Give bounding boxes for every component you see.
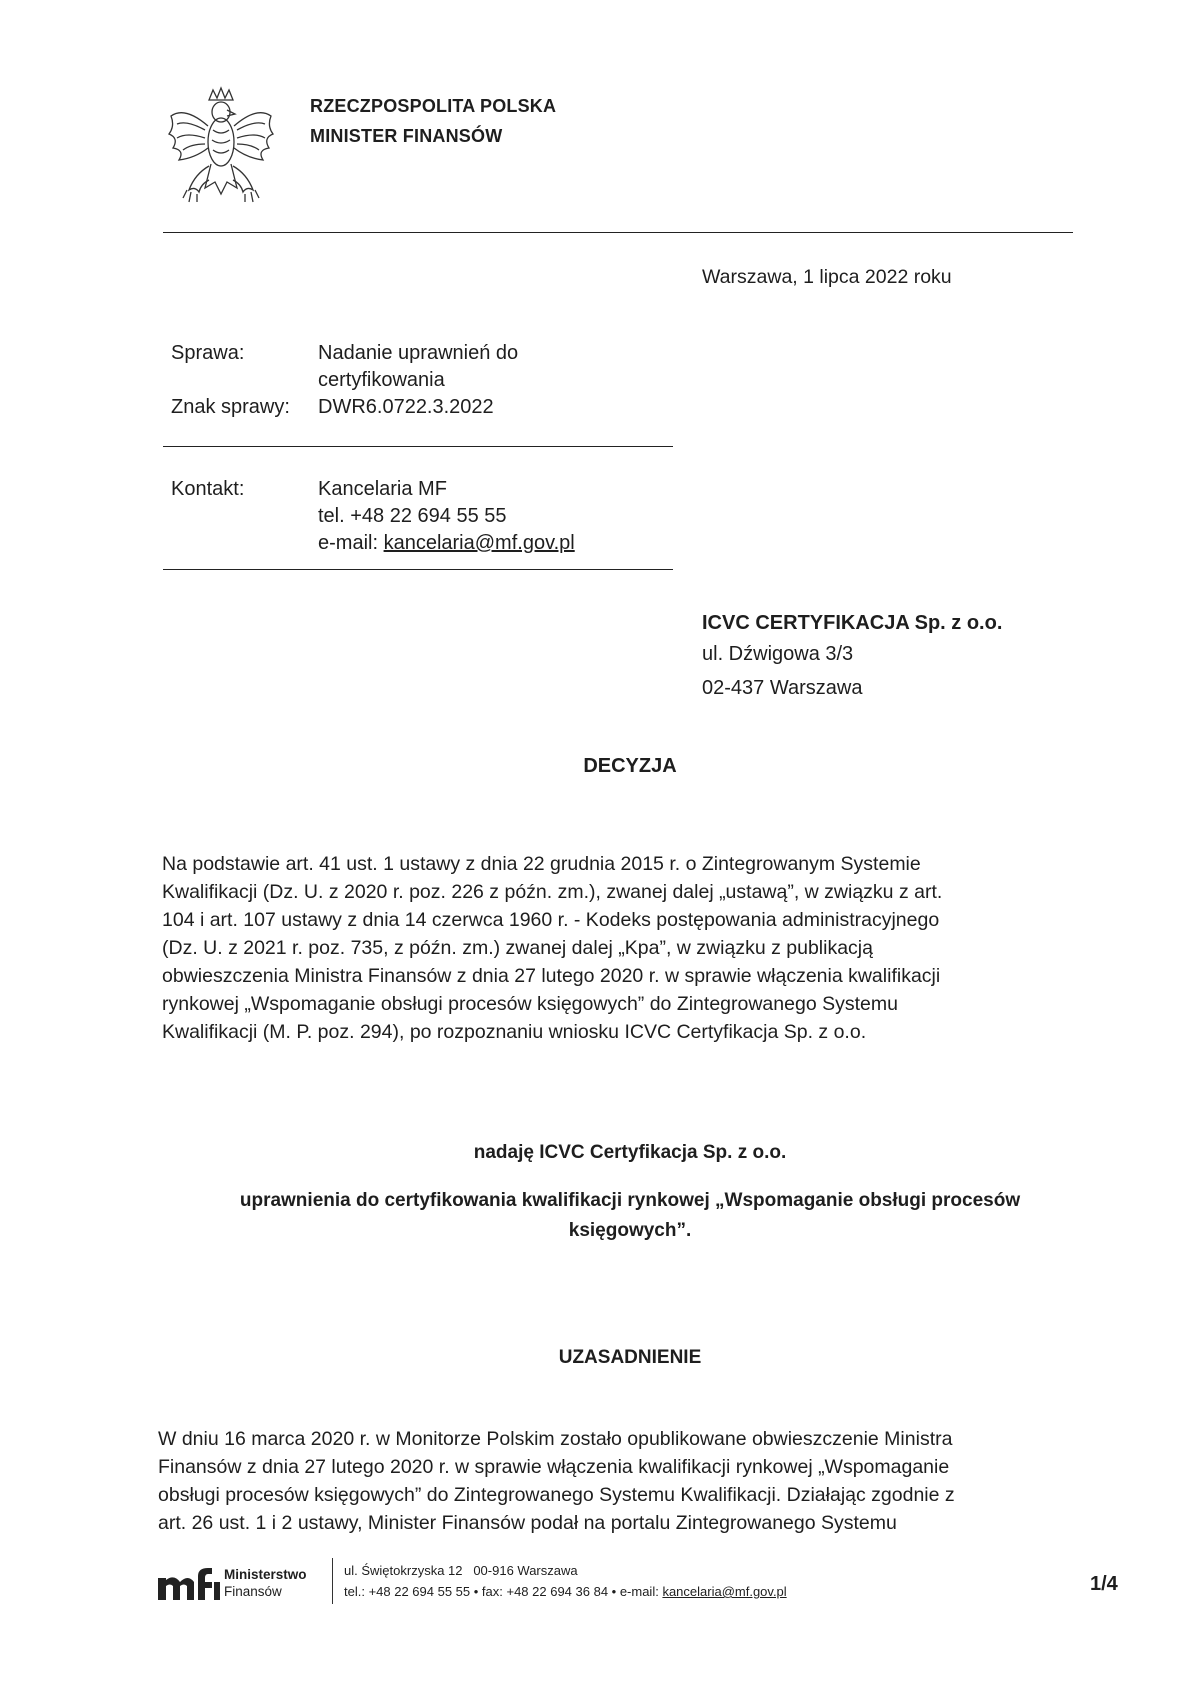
contact-email-link[interactable]: kancelaria@mf.gov.pl — [383, 532, 575, 554]
page-number: 1/4 — [1090, 1573, 1118, 1595]
reference-value: DWR6.0722.3.2022 — [318, 396, 494, 418]
justification-title: UZASADNIENIE — [558, 1347, 702, 1368]
legal-basis-line: obwieszczenia Ministra Finansów z dnia 27 lutego 2020 r. w sprawie włączenia kwalifikacji — [162, 965, 941, 987]
legal-basis-line: Na podstawie art. 41 ust. 1 ustawy z dnia 22 grudnia 2015 r. o Zintegrowanym Systemie — [162, 853, 921, 875]
contact-office: Kancelaria MF — [318, 478, 447, 500]
justification-paragraph — [158, 1425, 1078, 1537]
contact-label: Kontakt: — [171, 478, 245, 500]
footer-logo-line-2: Finansów — [224, 1584, 282, 1599]
legal-basis-line: Kwalifikacji (Dz. U. z 2020 r. poz. 226 z późn. zm.), zwanej dalej „ustawą”, w związku z art. — [162, 881, 943, 903]
mf-logo-icon — [158, 1566, 220, 1602]
grant-line-3: księgowych”. — [568, 1220, 692, 1241]
date-line: Warszawa, 1 lipca 2022 roku — [702, 266, 952, 288]
legal-basis-paragraph — [162, 850, 1082, 1046]
legal-basis-line: 104 i art. 107 ustawy z dnia 14 czerwca 1960 r. - Kodeks postępowania administracyjnego — [162, 909, 940, 931]
justification-line: W dniu 16 marca 2020 r. w Monitorze Polskim zostało opublikowane obwieszczenie Ministra — [158, 1428, 953, 1450]
footer-contact-prefix: tel.: +48 22 694 55 55 • fax: +48 22 694 36 84 • e-mail: — [344, 1584, 663, 1599]
subject-label: Sprawa: — [171, 342, 245, 364]
justification-line: Finansów z dnia 27 lutego 2020 r. w sprawie włączenia kwalifikacji rynkowej „Wspomaganie — [158, 1456, 950, 1478]
justification-line: obsługi procesów księgowych” do Zintegrowanego Systemu Kwalifikacji. Działając zgodnie z — [158, 1484, 955, 1506]
country-name: RZECZPOSPOLITA POLSKA — [310, 96, 557, 116]
grant-line-1: nadaję ICVC Certyfikacja Sp. z o.o. — [473, 1142, 787, 1163]
recipient-city: 02-437 Warszawa — [702, 677, 863, 699]
legal-basis-line: rynkowej „Wspomaganie obsługi procesów księgowych” do Zintegrowanego Systemu — [162, 993, 898, 1015]
case-divider — [163, 446, 673, 447]
recipient-street: ul. Dźwigowa 3/3 — [702, 643, 854, 665]
footer-separator — [332, 1558, 333, 1604]
subject-line-1: Nadanie uprawnień do — [318, 342, 519, 364]
authority-name: MINISTER FINANSÓW — [310, 126, 503, 146]
recipient-name: ICVC CERTYFIKACJA Sp. z o.o. — [702, 612, 1003, 634]
legal-basis-line: (Dz. U. z 2021 r. poz. 735, z późn. zm.) zwanej dalej „Kpa”, w związku z publikacją — [162, 937, 873, 959]
footer-email-link[interactable]: kancelaria@mf.gov.pl — [662, 1584, 787, 1599]
decision-title: DECYZJA — [583, 755, 677, 777]
subject-line-2: certyfikowania — [318, 369, 445, 391]
footer-address: ul. Świętokrzyska 12 00-916 Warszawa — [344, 1563, 578, 1578]
grant-line-2: uprawnienia do certyfikowania kwalifikacji rynkowej „Wspomaganie obsługi procesów — [239, 1190, 1021, 1211]
header-divider — [163, 232, 1073, 233]
contact-email-prefix: e-mail: — [318, 532, 384, 554]
justification-line: art. 26 ust. 1 i 2 ustawy, Minister Finansów podał na portalu Zintegrowanego Systemu — [158, 1512, 897, 1534]
contact-email-line — [318, 530, 575, 557]
legal-basis-line: Kwalifikacji (M. P. poz. 294), po rozpoznaniu wniosku ICVC Certyfikacja Sp. z o.o. — [162, 1021, 867, 1043]
footer-logo-line-1: Ministerstwo — [224, 1567, 307, 1582]
reference-label: Znak sprawy: — [171, 396, 290, 418]
contact-phone: tel. +48 22 694 55 55 — [318, 505, 507, 527]
polish-eagle-emblem-icon — [165, 86, 277, 212]
contact-divider — [163, 569, 673, 570]
footer-contact-line — [344, 1584, 787, 1599]
